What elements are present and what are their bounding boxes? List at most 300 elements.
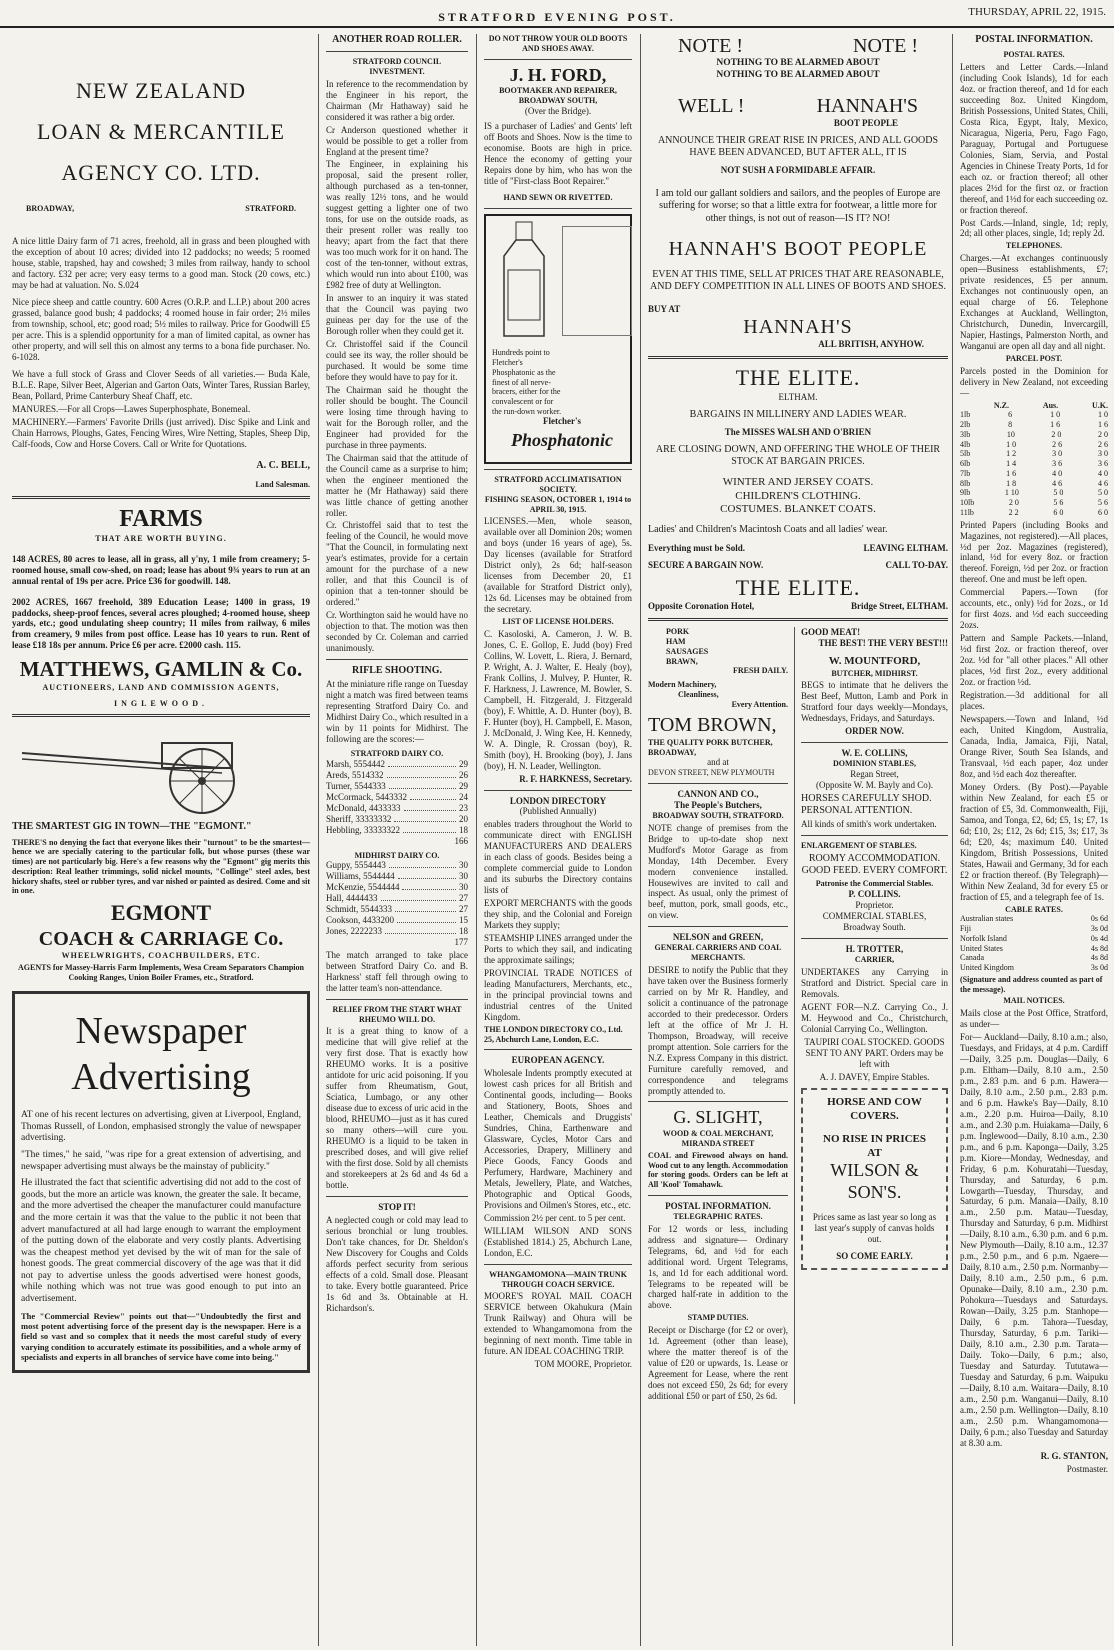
printed-papers: Printed Papers (including Books and Magazines, not registered).—All places, ½d per 2oz. Magazines (registered), inland, ½d for every 8oz. or fraction thereof. Foreign, ½d per 2oz. or fraction thereof. One and must be left open. — [960, 519, 1108, 585]
score-dots — [394, 814, 456, 822]
parcel-row — [960, 440, 1108, 450]
nelson-green-text: DESIRE to notify the Public that they have taken over the Business formerly carried on by Mr R. Handley, and solicit a continuance of the patronage accorded to their predecessor. Orders left at the office of Mr J. H. Thompson, Broadway, will receive prompt attention. Sole carriers for the N.Z. Express Company in this district. Furniture carefully removed, and correspondence and telegrams promptly attended to. — [648, 964, 788, 1096]
score-row — [326, 792, 468, 803]
cable-rate: 4s 8d — [1090, 953, 1108, 963]
nz-title-1: NEW ZEALAND — [75, 78, 247, 103]
team-2-scores — [326, 860, 468, 937]
score-row — [326, 860, 468, 871]
score-name: Hall, 4444433 — [326, 893, 378, 904]
road-roller-subhead: STRATFORD COUNCIL INVESTMENT. — [352, 57, 442, 76]
parcel-row — [960, 430, 1108, 440]
note-right: NOTE ! — [853, 35, 918, 57]
elite-closing: ARE CLOSING DOWN, AND OFFERING THE WHOLE OF THEIR STOCK AT BARGAIN PRICES. — [655, 443, 941, 468]
nz-listing-1: A nice little Dairy farm of 71 acres, freehold, all in grass and been ploughed with the exception of about 10 acres; divided into 12 paddocks; no weeds; 5 roomed house, stable, trapshed, hay and cowshed; 3 miles from railway, handy to school and factory. £32 per acre; very easy terms to a good man. Stock (20 cows, etc.) may be had at valuation. No. S.024 — [12, 236, 310, 291]
rifle-outro: The match arranged to take place between Stratford Dairy Co. and B. Harkness' staff fell through owing to the latter team's non-attendance. — [326, 950, 468, 993]
na-paragraph-4: The "Commercial Review" points out that—"Undoubtedly the first and most potent advertising force of the present day is the newspaper. Here is a field so vast and so complex that it needs the most careful study of every varying condition to accurately estimate its possibilities, and a whole army of specialists and experts in all branches of service have come into being." — [21, 1310, 301, 1363]
column-1 — [6, 34, 316, 1646]
parcel-cell: 1 4 — [1006, 459, 1017, 469]
score-dots — [402, 882, 456, 890]
cable-place: Australian states — [960, 914, 1014, 924]
parcel-row — [960, 479, 1108, 489]
parcel-row — [960, 420, 1108, 430]
whangamomona-text: MOORE'S ROYAL MAIL COACH SERVICE between Okahukura (Main Trunk Railway) and Ohura will be extended to Whangamomona from the beginning of next month. Time table in future. AN IDEAL COACHING TRIP. — [484, 1291, 632, 1357]
cable-place: United Kingdom — [960, 963, 1014, 972]
postmaster-name: R. G. STANTON, — [1040, 1450, 1108, 1461]
cable-place: United States — [960, 943, 1003, 953]
stop-it-headline: STOP IT! — [378, 1202, 416, 1212]
parcel-row — [960, 488, 1108, 498]
rifle-intro: At the miniature rifle range on Tuesday night a match was fired between teams representing Stratford Dairy Co. and Midhirst Dairy Co., which resulted in a win by 11 points for Midhirst. The following are the scores:— — [326, 679, 468, 745]
score-name: Hebbling, 33333322 — [326, 824, 400, 835]
nz-seeds: We have a full stock of Grass and Clover Seeds of all varieties.— Buda Kale, B.L.E. Rape, Silver Beet, Algerian and Garton Oats, Winter Tares, Russian Barley, Bean, Pollard, Prime Canterbury Sheaf Chaff, etc. — [12, 368, 310, 401]
cannon-address: BROADWAY SOUTH, STRATFORD. — [652, 810, 784, 820]
slight-street: MIRANDA STREET — [681, 1139, 755, 1149]
mail-intro: Mails close at the Post Office, Stratford, as under— — [960, 1008, 1108, 1029]
elite-title-2: THE ELITE. — [735, 574, 861, 600]
elite-bargains: BARGAINS IN MILLINERY AND LADIES WEAR. — [689, 408, 907, 420]
parcel-row — [960, 410, 1108, 420]
rheumo-text: It is a great thing to know of a medicine that will give relief at the very first dose. That is exactly how RHEUMO works. It is a positive antidote for uric acid poisoning. If you suffer from Rheumatism, Gout, Sciatica, Lumbago, or any other disease due to excess of uric acid in the blood, RHEUMO—just as it has cured so many others—will cure you. RHEUMO is a liquid to be taken in prescribed doses, and will give relief with the first dose. Sold by all chemists and storekeepers at 2s 6d and 4s 6d a bottle. — [326, 1026, 468, 1191]
score-value: 30 — [459, 860, 468, 871]
road-roller-p7: The Chairman said that the attitude of the Council came as a surprise to him; when the engineer mentioned the matter he (Mr Hathaway) said there was little chance of getting another roller. — [326, 452, 468, 518]
masthead — [0, 0, 1114, 28]
score-row — [326, 825, 468, 836]
elite-macs: Ladies' and Children's Macintosh Coats and all ladies' wear. — [648, 524, 888, 536]
score-value: 18 — [459, 824, 468, 835]
lower-ads — [648, 627, 948, 1404]
road-roller-p6: The Chairman said he thought the roller should be bought. The Council were losing time through having to wait for the Borough roller, and the Engineer had provided for the purchase in three payments. — [326, 384, 468, 450]
telegraphic-rates-head: TELEGRAPHIC RATES. — [673, 1211, 763, 1221]
rheumo-headline: RELIEF FROM THE START WHAT RHEUMO WILL DO. — [332, 1004, 462, 1024]
hannahs-text: HANNAH'S — [816, 94, 918, 117]
parcel-cell: 1lb — [960, 410, 971, 420]
parcel-cell: 10lb — [960, 498, 975, 508]
buy-at: BUY AT — [648, 303, 681, 314]
cannon-notice: NOTE change of premises from the Bridge to up-to-date shop next Mudford's Motor Garage as from Monday, 14th December. Every modern convenience installed. Housewives are invited to call and inspect. As usual, only the primest of beef, mutton, pork, small goods, etc., on view. — [648, 822, 788, 921]
team-1-total: 166 — [454, 835, 468, 846]
score-dots — [403, 825, 456, 833]
acclimatisation-headline: STRATFORD ACCLIMATISATION SOCIETY. — [494, 475, 622, 495]
divider — [484, 59, 632, 60]
cable-rate: 0s 6d — [1090, 914, 1108, 924]
score-dots — [389, 860, 456, 868]
roomy-accommodation: ROOMY ACCOMMODATION. GOOD FEED. EVERY COMFORT. — [801, 853, 948, 877]
whangamomona-headline: WHANGAMOMONA—MAIN TRUNK THROUGH COACH SERVICE. — [489, 1269, 627, 1289]
london-directory-sub: (Published Annually) — [519, 806, 597, 817]
column-rule — [318, 34, 319, 1646]
rifle-headline: RIFLE SHOOTING. — [351, 665, 443, 677]
postal-info-head: POSTAL INFORMATION. — [665, 1200, 771, 1211]
divider — [326, 999, 468, 1000]
lower-right-column — [801, 627, 948, 1404]
cable-row — [960, 924, 1108, 934]
parcel-cell: 3 6 — [1052, 459, 1063, 469]
na-title-1: Newspaper — [75, 1009, 247, 1052]
postmaster-title: Postmaster. — [1066, 1463, 1108, 1474]
wilson-at: AT — [867, 1146, 882, 1159]
ford-name: J. H. FORD, — [509, 64, 607, 85]
license-holders-list: C. Kasoloski, A. Cameron, J. W. B. Jones, C. E. Gollop, E. Judd (boy) Fred Collins, W. Lovett, L. Riera, J. Bernard, P. Wright, A. J. Walter, E. Healy (boy), Frank Collins, J. Mulvey, P. Hunter, R. F. Harkness, J. Lawrence, M. Bowler, S. Campbell, H. Fitzgerald, J. Fitzgerald (boy), F. Whittle, A. D. Hunter (boy), B. F. Hunter (boy), H. Campbell, E. Mason, J. McDonald, J. Wing Kee, H. Kennedy, W. A. Dingle, R. Crossan (boy), R. Smith (boy), H. Brooking (boy), J. Jans (boy), H. N. Leader, Wellington. — [484, 628, 632, 771]
parcel-head-cell: Aus. — [1042, 400, 1059, 410]
score-dots — [410, 792, 456, 800]
cable-rates-head: CABLE RATES. — [1005, 904, 1063, 914]
collins-street: Regan Street, — [850, 769, 899, 780]
parcel-cell: 3 0 — [1098, 449, 1108, 459]
hannahs-big: HANNAH'S — [743, 315, 853, 338]
score-row — [326, 814, 468, 825]
acclimatisation-licenses: LICENSES.—Men, whole season, available over all Dominion 20s; women and boys (under 16 years of age), 5s. Day licenses (available for Stratford District only), 2s 6d; half-season licenses from December 20, £1 (available for Stratford District only), 12s 6d. Licenses may be obtained from the secretary. — [484, 516, 632, 615]
parcel-cell: 3 6 — [1098, 459, 1108, 469]
score-dots — [404, 803, 457, 811]
road-roller-p4: In answer to an inquiry it was stated that the Council was paying two guineas per day for the use of the Borough roller when they could get it. — [326, 293, 468, 336]
score-name: McCormack, 5443332 — [326, 791, 407, 802]
score-value: 20 — [459, 813, 468, 824]
na-paragraph-2: "The times," he said, "was ripe for a great extension of advertising, and newspaper advertising must always be the mainstay of publicity." — [21, 1150, 301, 1172]
european-agency-p1: Wholesale Indents promptly executed at lowest cash prices for all British and Continental goods, including— Books and Stationery, Boots, Shoes and Leather, Chemicals and Druggists' Sundries, China, Earthenware and Glassware, Cycles, Motor Cars and Accessories, Drapery, Millinery and Piece Goods, Fancy Goods and Perfumery, Hardware, Machinery and Metals, Jewellery, Plate, and Watches, Photographic and Optical Goods, Provisions and Oilmen's Stores, etc., etc. — [484, 1068, 632, 1210]
elite-town: ELTHAM. — [778, 391, 818, 402]
call-today: CALL TO-DAY. — [885, 559, 948, 570]
parcel-cell: 1 6 — [1006, 468, 1017, 478]
parcel-post-text: Parcels posted in the Dominion for delivery in New Zealand, not exceeding— — [960, 365, 1108, 398]
alarm-line-2: NOTHING TO BE ALARMED ABOUT — [716, 69, 880, 80]
parcel-cell: 5 0 — [1053, 488, 1064, 498]
score-value: 26 — [459, 769, 468, 780]
good-meat: GOOD MEAT! — [801, 627, 861, 638]
well-text: WELL ! — [678, 94, 745, 117]
every-attention: Every Attention. — [731, 699, 788, 709]
alarm-line-1: NOTHING TO BE ALARMED ABOUT — [716, 58, 880, 69]
parcel-post-head: PARCEL POST. — [1005, 353, 1063, 363]
pcollins-name: P. COLLINS. — [848, 889, 901, 900]
leaving-eltham: LEAVING ELTHAM. — [863, 542, 948, 553]
nz-listing-2: Nice piece sheep and cattle country. 600 Acres (O.R.P. and L.I.P.) about 200 acres grassed, balance good bush; 4 paddocks; 4 roomed house in fair order; 2½ miles from township, school, etc; good road; 5½ miles to railway. Price for Goodwill £5 per acre. This is a splendid opportunity for a man of limited capital, as owner has other property, and will sell this on almost any terms to a bona fide purchaser. No. 6-1028. — [12, 297, 310, 362]
parcel-row — [960, 449, 1108, 459]
road-roller-p1: In reference to the recommendation by the Engineer in his report, the Chairman (Mr Hathaway) said he considered it was rather a big order. — [326, 78, 468, 122]
parcel-head-cell: U.K. — [1092, 400, 1108, 410]
slight-trade: WOOD & COAL MERCHANT, — [662, 1129, 774, 1139]
score-value: 27 — [459, 893, 468, 904]
london-directory-p1: enables traders throughout the World to communicate direct with ENGLISH MANUFACTURERS AND DEALERS in each class of goods. Besides being a complete commercial guide to London and its suburbs the Directory contains lists of — [484, 819, 632, 896]
farms-ad — [12, 505, 310, 709]
parcel-cell: 7lb — [960, 468, 971, 478]
announce-text: ANNOUNCE THEIR GREAT RISE IN PRICES, AND ALL GOODS HAVE BEEN ADVANCED, BUT AFTER ALL, IT IS — [657, 134, 939, 159]
trotter-trade: CARRIER, — [854, 955, 895, 965]
not-formidable: NOT SUSH A FORMIDABLE AFFAIR. — [720, 165, 876, 176]
nz-machinery: MACHINERY.—Farmers' Favorite Drills (just arrived). Disc Spike and Link and Chain Harrows, Ploughs, Gates, Fencing Wires, Wire Netting, Staples, Sheep Dip, Calf-foods, Cow and Horse Covers. Call or Write for Quotations. — [12, 416, 310, 449]
well-hannahs — [648, 94, 948, 118]
patronise: Patronise the Commercial Stables. — [815, 879, 934, 889]
nelson-green-name: NELSON and GREEN, — [672, 932, 764, 943]
tom-brown-and: and at — [707, 757, 729, 768]
phosphatonic-text: Hundreds point to Fletcher's Phosphatonic as the finest of all nerve-bracers, either for the convalescent or for the run-down worker. — [492, 348, 562, 416]
parcel-cell: 6lb — [960, 459, 971, 469]
score-name: McDonald, 4433333 — [326, 802, 401, 813]
parcel-cell: 2 0 — [1051, 429, 1062, 439]
elite-opposite: Opposite Coronation Hotel, — [648, 601, 755, 612]
score-name: Marsh, 5554442 — [326, 758, 385, 769]
parcel-cell: 4 0 — [1098, 468, 1108, 478]
no-rise: NO RISE IN PRICES — [823, 1133, 926, 1146]
cleanliness: Cleanliness, — [678, 689, 719, 699]
score-row — [326, 915, 468, 926]
fresh-daily: FRESH DAILY. — [733, 666, 788, 676]
mail-notices-head: MAIL NOTICES. — [1003, 996, 1065, 1006]
na-paragraph-3: He illustrated the fact that scientific advertising did not add to the cost of goods, but the more an article was known, the greater the sale. It became, and the more advertised the cheaper the manufacturer could manufacture and the more certain it was that the value to the public it not been that advert manufactured at all had large enough to warrant the employment of the putting down of the elaborate and very costly plants. Advertising was the cheapest method yet devised by the wit of man for the sale of honest goods. The great commercial discovery of the age was that it did not pay to advertise unless the goods advertised were honest goods, while nothing which was not true was good enough to put into an advertisement. — [21, 1178, 301, 1304]
stop-it-text: A neglected cough or cold may lead to serious bronchial or lung troubles. Don't take chances, for Dr. Sheldon's New Discovery for Coughs and Colds affords perfect security from serious effects of a cold. Small dose. Pleasant to take. Every bottle guaranteed. Price 1s 6d and 3s. Obtainable at H. Richardson's. — [326, 1214, 468, 1313]
parcel-cell: 8 — [1008, 420, 1013, 430]
parcel-cell: 1 0 — [1050, 410, 1061, 420]
come-early: SO COME EARLY. — [836, 1250, 913, 1261]
wilson-sons-ad — [801, 1088, 948, 1269]
divider — [12, 496, 310, 499]
stamp-duties-head: STAMP DUTIES. — [687, 1313, 749, 1323]
smith-work: All kinds of smith's work undertaken. — [801, 819, 937, 830]
masthead-date: THURSDAY, APRIL 22, 1915. — [968, 6, 1106, 18]
na-title-2: Advertising — [71, 1055, 251, 1098]
score-name: Schmidt, 5544333 — [326, 904, 393, 915]
telephones-text: Charges.—At exchanges continuously open—Business establishments, £7; private residences, £5 per annum. Exchanges not continuously open, an equal charge of £6. Telephone Exchanges at Auckland, Wellington, Christchurch, Dunedin, Invercargill, Napier, Hastings, Palmerston North, and Wanganui are open all day and all night. — [960, 253, 1108, 351]
score-value: 30 — [459, 871, 468, 882]
gig-illustration — [12, 723, 308, 818]
even-text: EVEN AT THIS TIME, SELL AT PRICES THAT ARE REASONABLE, AND DEFY COMPETITION IN ALL LINES OF BOOTS AND SHOES. — [650, 269, 946, 293]
cable-rate: 0s 4d — [1090, 933, 1108, 943]
score-name: Williams, 5544444 — [326, 871, 395, 882]
score-row — [326, 904, 468, 915]
mountford-trade: BUTCHER, MIDHIRST. — [831, 668, 918, 678]
column-rule — [640, 34, 641, 1646]
score-row — [326, 759, 468, 770]
secure-bargain: SECURE A BARGAIN NOW. — [648, 559, 764, 570]
parcel-row — [960, 459, 1108, 469]
score-row — [326, 770, 468, 781]
nz-loan-ad — [12, 34, 310, 490]
parcel-cell: 1 6 — [1098, 420, 1108, 430]
parcel-head-cell: N.Z. — [993, 400, 1009, 410]
order-now: ORDER NOW. — [845, 726, 904, 737]
modern-machinery: Modern Machinery, — [648, 680, 717, 690]
wilson-prices: Prices same as last year so long as last year's supply of canvas holds out. — [812, 1212, 937, 1244]
phosphatonic-brand: Fletcher's — [543, 416, 581, 427]
egmont-coach-name: COACH & CARRIAGE Co. — [38, 927, 284, 950]
firm-town: INGLEWOOD. — [113, 698, 208, 708]
nz-manures: MANURES.—For all Crops—Lawes Superphosphate, Bonemeal. — [12, 403, 251, 414]
parcel-cell: 1 0 — [1098, 410, 1108, 420]
ford-top-line: DO NOT THROW YOUR OLD BOOTS AND SHOES AWAY. — [488, 34, 628, 53]
road-roller-p3: The Engineer, in explaining his proposal, said the present roller, although purchased as a ten-tonner, was really 12½ tons, and he would suggest getting a lighter one of two tons, for use on the outside roads, as their present roller was really too heavy; apart from the fact that there was too much work for it on hand. The cost of the ten-tonner, without extras, which would run into about £100, was £982 free of duty at Wellington. — [326, 159, 468, 291]
farm-listing-2: 2002 ACRES, 1667 freehold, 389 Education Lease; 1400 in grass, 19 paddocks, sheep-proof fences, several acres ploughed; 4-roomed house, sheep yards, etc.; good undulating sheep country; 11 miles from railway, 6 miles from creamery, 9 miles from post office. Lease has 10 years to run. Rent of lease £18 18s per annum. Price £6 per acre. £2000 cash. 115. — [12, 596, 310, 651]
masthead-title: STRATFORD EVENING POST. — [438, 10, 676, 24]
collins-stables: DOMINION STABLES, — [833, 759, 916, 769]
score-name: McKenzie, 5544444 — [326, 882, 400, 893]
score-dots — [387, 770, 457, 778]
team-1-scores — [326, 759, 468, 836]
post-cards-rates: Post Cards.—Inland, single, 1d; reply, 2d; all other places, single, 1d; reply 2d. — [960, 217, 1108, 239]
score-row — [326, 871, 468, 882]
commercial-papers: Commercial Papers.—Town (for accounts, etc., only) ½d for 2ozs., or 1d for first 4ozs. and ½d each succeeding 2ozs. — [960, 587, 1108, 631]
collins-name: W. E. COLLINS, — [841, 748, 908, 759]
parcel-table — [960, 410, 1108, 517]
trotter-text: UNDERTAKES any Carrying in Stratford and District. Special care in Removals. — [801, 966, 948, 999]
phosphatonic-logo: Phosphatonic — [510, 430, 614, 451]
parcel-cell: 9lb — [960, 488, 971, 498]
divider — [326, 51, 468, 52]
crowd-illustration — [562, 226, 632, 336]
parcel-cell: 6 0 — [1098, 507, 1108, 517]
postal-rates-head: POSTAL RATES. — [1003, 50, 1065, 60]
nz-title-3: AGENCY CO. LTD. — [61, 159, 261, 185]
parcel-cell: 11lb — [960, 507, 974, 517]
score-name: Jones, 2222233 — [326, 926, 382, 937]
trotter-name: H. TROTTER, — [845, 944, 904, 955]
gig-description: THERE'S no denying the fact that everyone likes their "turnout" to be the smartest—hence we are specially catering to the particular folk, but whose purses (these war times) are not particularly big. Here's a few reasons why the "Egmont" gig merits this description: Real leather trimmings, solid nickel mounts, "Collinge" steel axles, best hickory shafts, steel or rubber tyres, and var nished or painted as desired. Come and sit in one. — [12, 837, 310, 896]
score-dots — [388, 759, 456, 767]
parcel-cell: 2 2 — [1008, 507, 1019, 517]
score-dots — [381, 893, 457, 901]
hannahs-boot-people: HANNAH'S BOOT PEOPLE — [668, 237, 928, 260]
nz-signature-title: Land Salesman. — [255, 479, 310, 489]
parcel-cell: 5 6 — [1053, 498, 1064, 508]
lower-left-column — [648, 627, 788, 1404]
bottle-illustration — [494, 220, 554, 340]
soldiers-text: I am told our gallant soldiers and sailors, and the peoples of Europe are suffering for worse; so that a little extra for footwear, a little more for other things, is not out of reason—IS IT? NO! — [655, 188, 941, 224]
boot-people: BOOT PEOPLE — [833, 117, 898, 128]
cable-row — [960, 944, 1108, 954]
score-row — [326, 781, 468, 792]
score-name: Cookson, 4433200 — [326, 915, 395, 926]
divider — [648, 1101, 788, 1102]
score-name: Guppy, 5554443 — [326, 860, 386, 871]
gig-title: THE SMARTEST GIG IN TOWN—THE "EGMONT." — [12, 821, 252, 833]
parcel-cell: 6 — [1008, 410, 1013, 420]
farms-subtitle: THAT ARE WORTH BUYING. — [95, 533, 227, 543]
score-row — [326, 926, 468, 937]
parcel-cell: 8lb — [960, 478, 971, 488]
the-best: THE BEST! THE VERY BEST!!! — [818, 638, 948, 649]
parcel-row — [960, 508, 1108, 518]
farms-title: FARMS — [119, 505, 203, 532]
cable-row — [960, 934, 1108, 944]
score-dots — [397, 915, 456, 923]
team-2-total: 177 — [454, 937, 468, 948]
acclimatisation-season: FISHING SEASON, OCTOBER 1, 1914 to APRIL 30, 1915. — [484, 494, 632, 514]
egmont-trade: WHEELWRIGHTS, COACHBUILDERS, ETC. — [61, 951, 261, 961]
registration: Registration.—3d additional for all places. — [960, 690, 1108, 712]
elite-title: THE ELITE. — [735, 364, 861, 390]
score-row — [326, 882, 468, 893]
wilson-sons-name: WILSON & SON'S. — [830, 1160, 919, 1203]
ford-trade: BOOTMAKER AND REPAIRER, BROADWAY SOUTH, — [499, 86, 617, 106]
divider — [484, 469, 632, 470]
inner-rule — [794, 627, 795, 1404]
nz-location-left: BROADWAY, — [26, 204, 75, 214]
parcel-cell: 5 0 — [1097, 488, 1108, 498]
column-5 — [954, 34, 1114, 1646]
column-rule — [476, 34, 477, 1646]
divider — [801, 938, 948, 939]
score-row — [326, 893, 468, 904]
parcel-table-head — [960, 401, 1108, 411]
meat-item: PORK — [666, 627, 690, 637]
nelson-green-trade: GENERAL CARRIERS AND COAL MERCHANTS. — [654, 943, 782, 963]
horses-shod: HORSES CAREFULLY SHOD. PERSONAL ATTENTION. — [801, 792, 932, 817]
divider — [648, 926, 788, 927]
telephones-head: TELEPHONES. — [1005, 241, 1063, 251]
parcel-cell: 6 0 — [1053, 507, 1064, 517]
score-dots — [385, 926, 456, 934]
parcel-cell: 4 0 — [1052, 468, 1063, 478]
parcel-cell: 4 6 — [1052, 478, 1063, 488]
parcel-cell: 1 8 — [1006, 478, 1017, 488]
parcel-cell: 1 2 — [1006, 449, 1017, 459]
divider — [484, 790, 632, 791]
tom-brown-trade: THE QUALITY PORK BUTCHER, BROADWAY, — [648, 737, 773, 757]
all-british: ALL BRITISH, ANYHOW. — [818, 338, 924, 349]
tom-brown: TOM BROWN, — [648, 714, 777, 737]
team-2-name: MIDHIRST DAIRY CO. — [354, 850, 440, 860]
score-value: 18 — [459, 926, 468, 937]
parcel-cell: 2 0 — [1097, 429, 1108, 439]
meat-item: BRAWN, — [666, 656, 698, 666]
parcel-cell: 2 0 — [1008, 498, 1019, 508]
divider — [648, 356, 948, 359]
score-value: 23 — [459, 802, 468, 813]
london-directory-headline: LONDON DIRECTORY — [509, 795, 607, 806]
divider — [326, 1196, 468, 1197]
score-name: Areds, 5514332 — [326, 769, 384, 780]
ford-sewn: HAND SEWN OR RIVETTED. — [503, 192, 613, 202]
acclimatisation-secretary: R. F. HARKNESS, Secretary. — [519, 773, 632, 784]
road-roller-p5: Cr. Christoffel said if the Council could see its way, the roller should be purchased. It would be some time before they would have to pay for it. — [326, 338, 468, 382]
matthews-gamlin-firm: MATTHEWS, GAMLIN & Co. — [19, 657, 303, 682]
money-orders: Money Orders. (By Post).—Payable within New Zealand, for each £5 or fraction of £5, 3d. Commonwealth, Fiji, Samoa, and Tonga, £2, 6d; £5, 1s; £7, 1s 6d; £10, 2s; £12, 2s 6d; £15, 3s; £17, 3s 6d; £20, 4s; maximum £40. United Kingdom, British Possessions, United States, Hawaii and Germany, 3d for each £2 or fraction thereof. (By Telegraph)—Within New Zealand, 3d for every £5 or fraction of £5, and a telegraph fee of 1s. — [960, 781, 1108, 902]
slight-text: COAL and Firewood always on hand. Wood cut to any length. Accommodation for storing goods. Orders can be left at All 'Kool' Tomahawk. — [648, 1150, 788, 1190]
divider — [801, 742, 948, 743]
egmont-gig-ad — [12, 723, 310, 982]
mountford-text: BEGS to intimate that he delivers the Best Beef, Mutton, Lamb and Pork in Stratford four days weekly—Mondays, Wednesdays, Fridays, and Saturdays. — [801, 680, 948, 724]
postal-info-title: POSTAL INFORMATION. — [975, 34, 1093, 45]
parcel-cell: 2lb — [960, 420, 971, 430]
score-dots — [389, 781, 456, 789]
score-name: Sheriff, 33333332 — [326, 813, 392, 824]
pcollins-stables: COMMERCIAL STABLES, — [822, 911, 927, 922]
european-agency-p2: Commission 2½ per cent. to 5 per cent. — [484, 1212, 626, 1223]
enlargement: ENLARGEMENT OF STABLES. — [801, 841, 917, 851]
tom-brown-address: DEVON STREET, NEW PLYMOUTH — [648, 768, 775, 778]
newspapers-rates: Newspapers.—Town and Inland, ½d each, United Kingdom, Australia, Canada, India, Jamaica, Fiji, Natal, Orange River, South Sea Islands, and Transvaal, ½d each paper, 4oz under 8oz, and ½d each 4oz thereafter. — [960, 714, 1108, 779]
horse-cow-covers: HORSE AND COW COVERS. — [827, 1096, 922, 1122]
elite-coats: WINTER AND JERSEY COATS. CHILDREN'S CLOTHING. COSTUMES. BLANKET COATS. — [720, 476, 876, 516]
cable-rate: 4s 8d — [1090, 943, 1108, 953]
collins-opposite: (Opposite W. M. Bayly and Co). — [816, 780, 933, 790]
mountford-name: W. MOUNTFORD, — [828, 655, 921, 668]
stamp-duties-text: Receipt or Discharge (for £2 or over), 1d. Agreement (other than lease), where the matter thereof is of the value of £20 or upwards, 1s. Lease or Agreement for Lease, where the rent does not exceed £50, 2s 6d; for every additional £50 or part of £50, 2s 6d. — [648, 1325, 788, 1401]
taupiri-coal: TAUPIRI COAL STOCKED. GOODS SENT TO ANY PART. Orders may be left with — [804, 1036, 945, 1069]
cannon-sub: The People's Butchers, — [674, 799, 762, 810]
team-1-name: STRATFORD DAIRY CO. — [350, 749, 444, 759]
road-roller-p8: Cr. Christoffel said that to test the feeling of the Council, he would move "That the Council, in formulating next year's estimates, provide for a certain amount for the purchase of a new roller, and that this Council is of opinion that a ten-tonner should be ordered." — [326, 520, 468, 608]
road-roller-p2: Cr Anderson questioned whether it would be possible to get a roller from England at the present time? — [326, 124, 468, 157]
score-value: 27 — [459, 904, 468, 915]
score-value: 29 — [459, 780, 468, 791]
meat-item: HAM — [666, 637, 686, 647]
elite-misses: The MISSES WALSH AND O'BRIEN — [724, 426, 872, 437]
letters-rates: Letters and Letter Cards.—Inland (including Cook Islands), 1d for each 4oz. or fraction thereof, and 1d for each succeeding 8oz. United Kingdom, British Possessions, United States, Chili, Costa Rica, Egypt, Italy, Mexico, Nicaragua, Nigeria, Peru, Fago Fago, Paraguay, Portugal and Portuguese Colonies, Siam, Servia, and Postal Agencies in Chinese Treaty Ports, 1d for each oz. or fraction thereof; all other places 2½d for the first oz. or fraction thereof, and 1½d for each succeeding oz. or fraction thereof. — [960, 61, 1108, 215]
cable-table — [960, 914, 1108, 973]
whangamomona-proprietor: TOM MOORE, Proprietor. — [534, 1359, 632, 1370]
everything-sold: Everything must be Sold. — [648, 542, 746, 553]
parcel-cell: 3lb — [960, 429, 971, 439]
meat-item: SAUSAGES — [666, 646, 709, 656]
